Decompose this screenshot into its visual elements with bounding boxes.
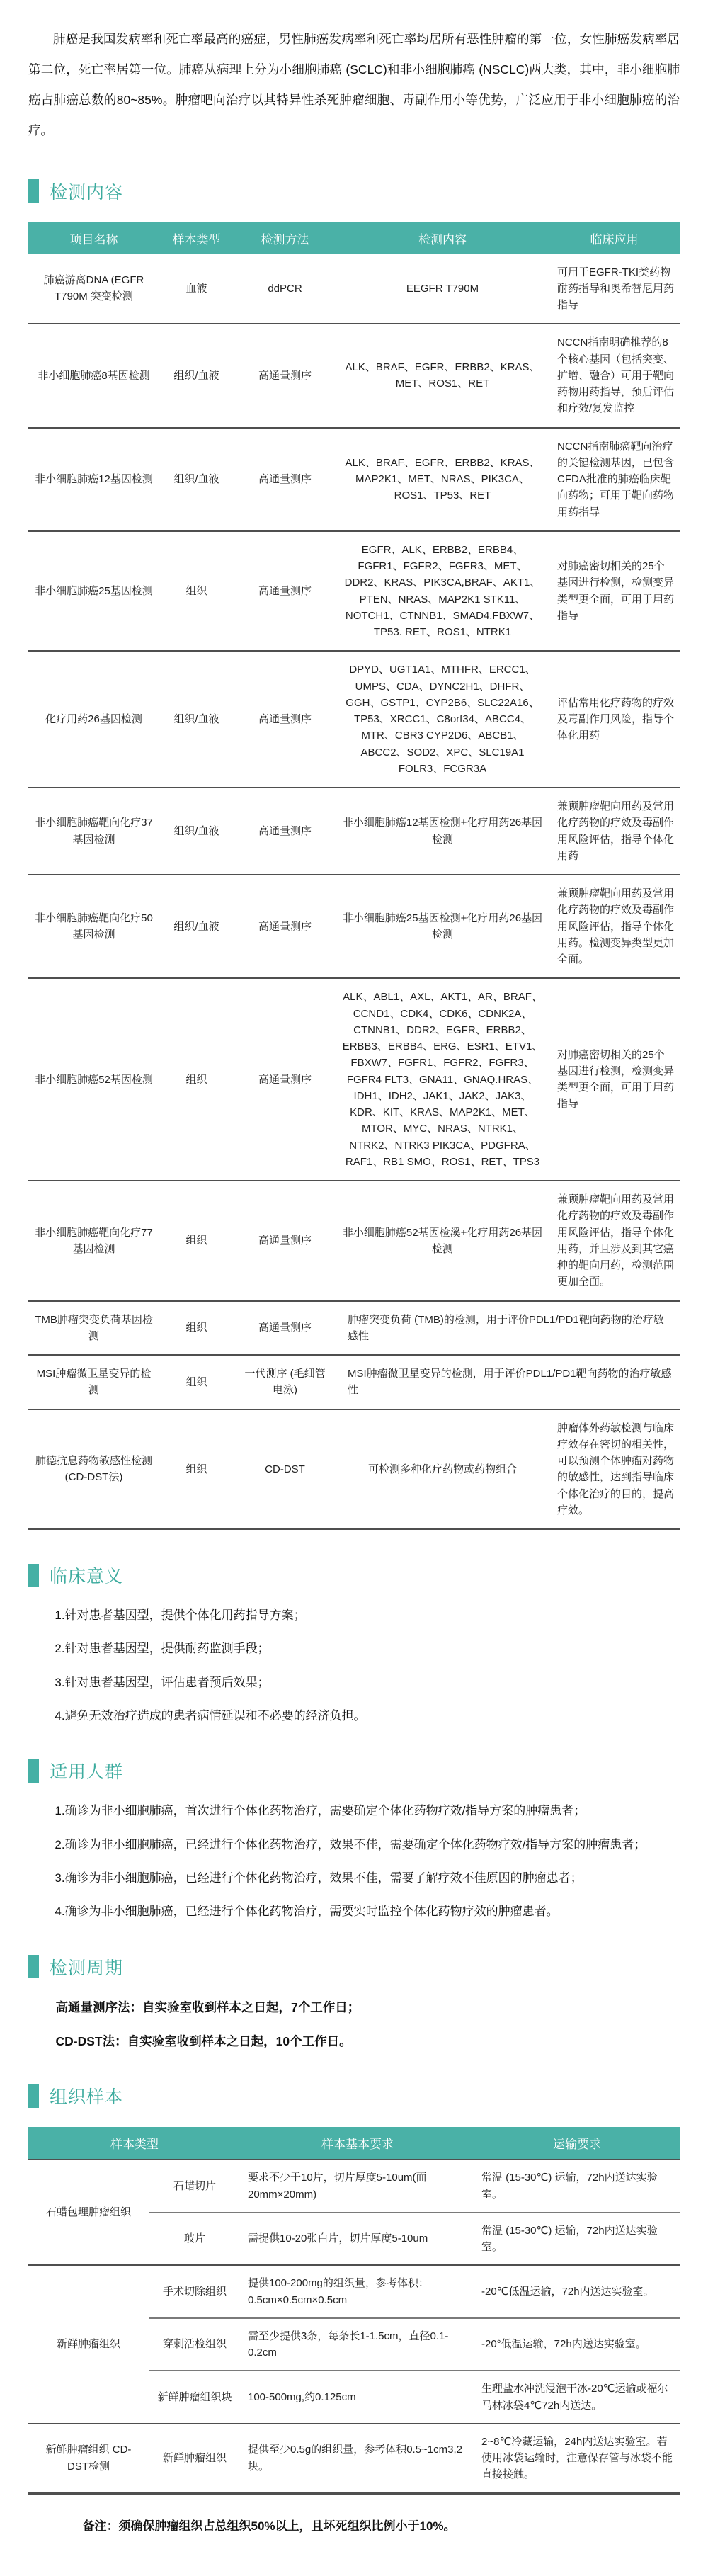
sample-group-cell: 石蜡包埋肿瘤组织 [28, 2160, 149, 2265]
sample-type-cell: 组织 [159, 1181, 234, 1301]
tissue-table-header-row [28, 2127, 680, 2160]
method-cell: 高通量测序 [234, 428, 336, 531]
method-cell: 高通量测序 [234, 978, 336, 1181]
sample-type-cell: 新鲜肿瘤组织 [149, 2424, 241, 2493]
section-header-testing [28, 178, 680, 204]
section-title: 组织样本 [50, 2087, 124, 2108]
sample-type-cell: 组织/血液 [159, 428, 234, 531]
list-item: 3.确诊为非小细胞肺癌，已经进行个体化药物治疗，效果不佳，需要了解疗效不佳原因的肿瘤患者； [55, 1871, 583, 1885]
method-cell: 一代测序 (毛细管电泳) [234, 1355, 336, 1409]
content-cell: 可检测多种化疗药物或药物组合 [336, 1409, 549, 1530]
column-header: 运输要求 [474, 2127, 680, 2160]
column-header: 检测方法 [234, 222, 336, 254]
project-name-cell: 肺德抗息药物敏感性检测 (CD-DST法) [28, 1409, 159, 1530]
list-item: 4.确诊为非小细胞肺癌，已经进行个体化药物治疗，需要实时监控个体化药物疗效的肿瘤患者。 [55, 1905, 559, 1919]
intro-paragraph: 肺癌是我国发病率和死亡率最高的癌症，男性肺癌发病率和死亡率均居所有恶性肿瘤的第一位，女性肺癌发病率居第二位，死亡率居第一位。肺癌从病理上分为小细胞肺癌 (SCLC)和非小细胞肺癌 (NSCLC)两大类，其中，非小细胞肺癌占肺癌总数的80~85%。肿瘤吧向治疗以其特异性杀死肿瘤细胞、毒副作用小等优势，广泛应用于非小细胞肺癌的治疗。 [28, 32, 680, 137]
application-cell: 兼顾肿瘤靶向用药及常用化疗药物的疗效及毒副作用风险评估，指导个体化用药 [549, 788, 680, 875]
sample-group-cell: 新鲜肿瘤组织 CD-DST检测 [28, 2424, 149, 2493]
section-marker [28, 2084, 39, 2108]
table-row [28, 2424, 680, 2493]
sample-group-cell: 新鲜肿瘤组织 [28, 2265, 149, 2424]
table-row [28, 2160, 680, 2213]
section-marker [28, 1955, 39, 1978]
section-title: 临床意义 [50, 1567, 124, 1587]
list-item: 2.针对患者基因型，提供耐药监测手段； [55, 1642, 270, 1656]
project-name-cell: 非小细胞肺癌12基因检测 [28, 428, 159, 531]
table-row [28, 788, 680, 875]
section-header-tissue [28, 2083, 680, 2109]
requirement-cell: 提供100-200mg的组织量，参考体积：0.5cm×0.5cm×0.5cm [241, 2265, 474, 2318]
project-name-cell: 非小细胞肺癌52基因检测 [28, 978, 159, 1181]
cycle-label: 高通量测序法： [55, 1999, 142, 2014]
project-name-cell: 非小细胞肺癌8基因检测 [28, 324, 159, 427]
sample-type-cell: 组织/血液 [159, 651, 234, 788]
content-cell: ALK、ABL1、AXL、AKT1、AR、BRAF、CCND1、CDK4、CDK6、CDNK2A、CTNNB1、DDR2、EGFR、ERBB2、ERBB3、ERBB4、ERG、ESR1、ETV1、FBXW7、FGFR1、FGFR2、FGFR3、FGFR4 FLT3、GNA11、GNAQ.HRAS、IDH1、IDH2、JAK1、JAK2、JAK3、KDR、KIT、KRAS、MAP2K1、MET、MTOR、MYC、NRAS、NTRK1、NTRK2、NTRK3 PIK3CA、PDGFRA、RAF1、RB1 SMO、ROS1、RET、TPS3 [336, 978, 549, 1181]
cycle-text: 自实验室收到样本之日起，7个工作日； [142, 1999, 360, 2014]
tissue-table [28, 2127, 680, 2494]
cycle-item [28, 1998, 680, 2016]
content-cell: 非小细胞肺癌25基因检测+化疗用药26基因检测 [336, 875, 549, 978]
sample-type-cell: 组织 [159, 978, 234, 1181]
table-row [28, 1409, 680, 1530]
table-row [28, 531, 680, 652]
table-row [28, 1301, 680, 1356]
transport-cell: -20°低温运输，72h内送达实验室。 [474, 2318, 680, 2371]
cycle-label: CD-DST法： [55, 2034, 127, 2048]
application-cell: 兼顾肿瘤靶向用药及常用化疗药物的疗效及毒副作用风险评估，指导个体化用药。检测变异类型更加全面。 [549, 875, 680, 978]
content-cell: DPYD、UGT1A1、MTHFR、ERCC1、UMPS、CDA、DYNC2H1、DHFR、GGH、GSTP1、CYP2B6、SLC22A16、TP53、XRCC1、C8orf34、ABCC4、MTR、CBR3 CYP2D6、ABCB1、ABCC2、SOD2、XPC、SLC19A1 FOLR3、FCGR3A [336, 651, 549, 788]
column-header: 样本类型 [28, 2127, 241, 2160]
sample-type-cell: 组织 [159, 1301, 234, 1356]
content-cell: ALK、BRAF、EGFR、ERBB2、KRAS、MAP2K1、MET、NRAS、PIK3CA、ROS1、TP53、RET [336, 428, 549, 531]
sample-type-cell: 血液 [185, 282, 207, 295]
section-header-clinical [28, 1562, 680, 1588]
content-cell: EGFR、ALK、ERBB2、ERBB4、FGFR1、FGFR2、FGFR3、MET、DDR2、KRAS、PIK3CA,BRAF、AKT1、PTEN、NRAS、MAP2K1 STK11、NOTCH1、CTNNB1、SMAD4.FBXW7、TP53. RET、ROS1、NTRK1 [336, 531, 549, 652]
method-cell: 高通量测序 [234, 651, 336, 788]
content-cell: 非小细胞肺癌52基因检溪+化疗用药26基因检测 [336, 1181, 549, 1301]
method-cell: 高通量测序 [234, 531, 336, 652]
method-cell: 高通量测序 [234, 324, 336, 427]
section-marker [28, 1759, 39, 1783]
project-name-cell: TMB肿瘤突变负荷基因检测 [28, 1301, 159, 1356]
sample-type-cell: 组织/血液 [159, 324, 234, 427]
project-name-cell: 肺癌游离DNA (EGFR T790M 突变检测 [43, 274, 144, 303]
section-header-audience [28, 1758, 680, 1783]
requirement-cell: 提供至少0.5g的组织量，参考体积0.5~1cm3,2块。 [241, 2424, 474, 2493]
section-title: 检测周期 [50, 1958, 124, 1978]
section-title: 适用人群 [50, 1762, 124, 1783]
list-item: 1.针对患者基因型，提供个体化用药指导方案； [55, 1608, 306, 1622]
method-cell: ddPCR [268, 282, 302, 295]
application-cell: 可用于EGFR-TKI类药物耐药指导和奥希替尼用药指导 [557, 266, 675, 311]
sample-type-cell: 组织/血液 [159, 788, 234, 875]
testing-table-header-row [28, 222, 680, 254]
project-name-cell: 非小细胞肺癌25基因检测 [28, 531, 159, 652]
content-cell: 非小细胞肺癌12基因检测+化疗用药26基因检测 [336, 788, 549, 875]
table-row [28, 254, 680, 324]
column-header: 样本基本要求 [241, 2127, 474, 2160]
list-item: 3.针对患者基因型，评估患者预后效果； [55, 1675, 270, 1689]
table-row [28, 1355, 680, 1409]
project-name-cell: MSI肿瘤微卫星变异的检测 [28, 1355, 159, 1409]
sample-type-cell: 石蜡切片 [149, 2160, 241, 2213]
sample-type-cell: 玻片 [149, 2213, 241, 2266]
section-header-cycle [28, 1954, 680, 1980]
column-header: 检测内容 [336, 222, 549, 254]
column-header: 临床应用 [549, 222, 680, 254]
requirement-cell: 要求不少于10片，切片厚度5-10um(面20mm×20mm) [241, 2160, 474, 2213]
table-row [28, 875, 680, 978]
table-row [28, 428, 680, 531]
list-item: 2.确诊为非小细胞肺癌，已经进行个体化药物治疗，效果不佳，需要确定个体化药物疗效/指导方案的肿瘤患者； [55, 1837, 646, 1851]
method-cell: 高通量测序 [234, 1301, 336, 1356]
sample-type-cell: 组织 [159, 1409, 234, 1530]
transport-cell: -20℃低温运输，72h内送达实验室。 [474, 2265, 680, 2318]
application-cell: NCCN指南肺癌靶向治疗的关键检测基因，已包含CFDA批准的肺癌临床靶向药物；可用于靶向药物用药指导 [549, 428, 680, 531]
sample-type-cell: 组织 [159, 531, 234, 652]
project-name-cell: 化疗用药26基因检测 [28, 651, 159, 788]
section-marker [28, 179, 39, 203]
application-cell: 评估常用化疗药物的疗效及毒副作用风险，指导个体化用药 [549, 651, 680, 788]
table-row [28, 2265, 680, 2318]
transport-cell: 生理盐水冲洗浸泡干冰-20℃运输或福尔马林冰袋4℃72h内送达。 [474, 2371, 680, 2424]
content-cell: EEGFR T790M [406, 282, 479, 295]
list-item: 4.避免无效治疗造成的患者病情延误和不必要的经济负担。 [55, 1709, 366, 1723]
sample-type-cell: 新鲜肿瘤组织块 [149, 2371, 241, 2424]
project-name-cell: 非小细胞肺癌靶向化疗50基因检测 [28, 875, 159, 978]
method-cell: 高通量测序 [234, 875, 336, 978]
content-cell: ALK、BRAF、EGFR、ERBB2、KRAS、MET、ROS1、RET [336, 324, 549, 427]
sample-type-cell: 组织/血液 [159, 875, 234, 978]
requirement-cell: 需至少提供3条，每条长1-1.5cm，直径0.1-0.2cm [241, 2318, 474, 2371]
footnote: 备注：须确保肿瘤组织占总组织50%以上，且坏死组织比例小于10%。 [82, 2519, 456, 2533]
transport-cell: 常温 (15-30℃) 运输，72h内送达实验室。 [474, 2160, 680, 2213]
method-cell: 高通量测序 [234, 1181, 336, 1301]
column-header: 样本类型 [159, 222, 234, 254]
application-cell: 肿瘤体外药敏检测与临床疗效存在密切的相关性，可以预测个体肿瘤对药物的敏感性，达到指导临床个体化治疗的目的，提高疗效。 [549, 1409, 680, 1530]
section-title: 检测内容 [50, 182, 124, 203]
sample-type-cell: 手术切除组织 [149, 2265, 241, 2318]
column-header: 项目名称 [28, 222, 159, 254]
project-name-cell: 非小细胞肺癌靶向化疗77基因检测 [28, 1181, 159, 1301]
table-row [28, 651, 680, 788]
content-cell: MSI肿瘤微卫星变异的检测，用于评价PDL1/PD1靶向药物的治疗敏感性 [336, 1355, 680, 1409]
application-cell: 兼顾肿瘤靶向用药及常用化疗药物的疗效及毒副作用风险评估，指导个体化用药，并且涉及到其它癌种的靶向用药，检测范围更加全面。 [549, 1181, 680, 1301]
application-cell: 对肺癌密切相关的25个基因进行检测，检测变异类型更全面，可用于用药指导 [549, 978, 680, 1181]
testing-table [28, 222, 680, 1531]
sample-type-cell: 穿刺活检组织 [149, 2318, 241, 2371]
cycle-text: 自实验室收到样本之日起，10个工作日。 [127, 2034, 352, 2048]
method-cell: 高通量测序 [234, 788, 336, 875]
section-marker [28, 1564, 39, 1587]
application-cell: NCCN指南明确推荐的8个核心基因（包括突变、扩增、融合）可用于靶向药物用药指导，预后评估和疗效/复发监控 [549, 324, 680, 427]
method-cell: CD-DST [234, 1409, 336, 1530]
transport-cell: 2~8℃冷藏运输，24h内送达实验室。若使用冰袋运输时，注意保存管与冰袋不能直接接触。 [474, 2424, 680, 2493]
content-cell: 肿瘤突变负荷 (TMB)的检测，用于评价PDL1/PD1靶向药物的治疗敏感性 [336, 1301, 680, 1356]
table-row [28, 1181, 680, 1301]
transport-cell: 常温 (15-30℃) 运输，72h内送达实验室。 [474, 2213, 680, 2266]
table-row [28, 324, 680, 427]
table-row [28, 978, 680, 1181]
sample-type-cell: 组织 [159, 1355, 234, 1409]
requirement-cell: 需提供10-20张白片，切片厚度5-10um [241, 2213, 474, 2266]
requirement-cell: 100-500mg,约0.125cm [241, 2371, 474, 2424]
application-cell: 对肺癌密切相关的25个基因进行检测，检测变异类型更全面，可用于用药指导 [549, 531, 680, 652]
list-item: 1.确诊为非小细胞肺癌，首次进行个体化药物治疗，需要确定个体化药物疗效/指导方案的肿瘤患者； [55, 1804, 586, 1818]
project-name-cell: 非小细胞肺癌靶向化疗37基因检测 [28, 788, 159, 875]
cycle-item [28, 2032, 680, 2050]
